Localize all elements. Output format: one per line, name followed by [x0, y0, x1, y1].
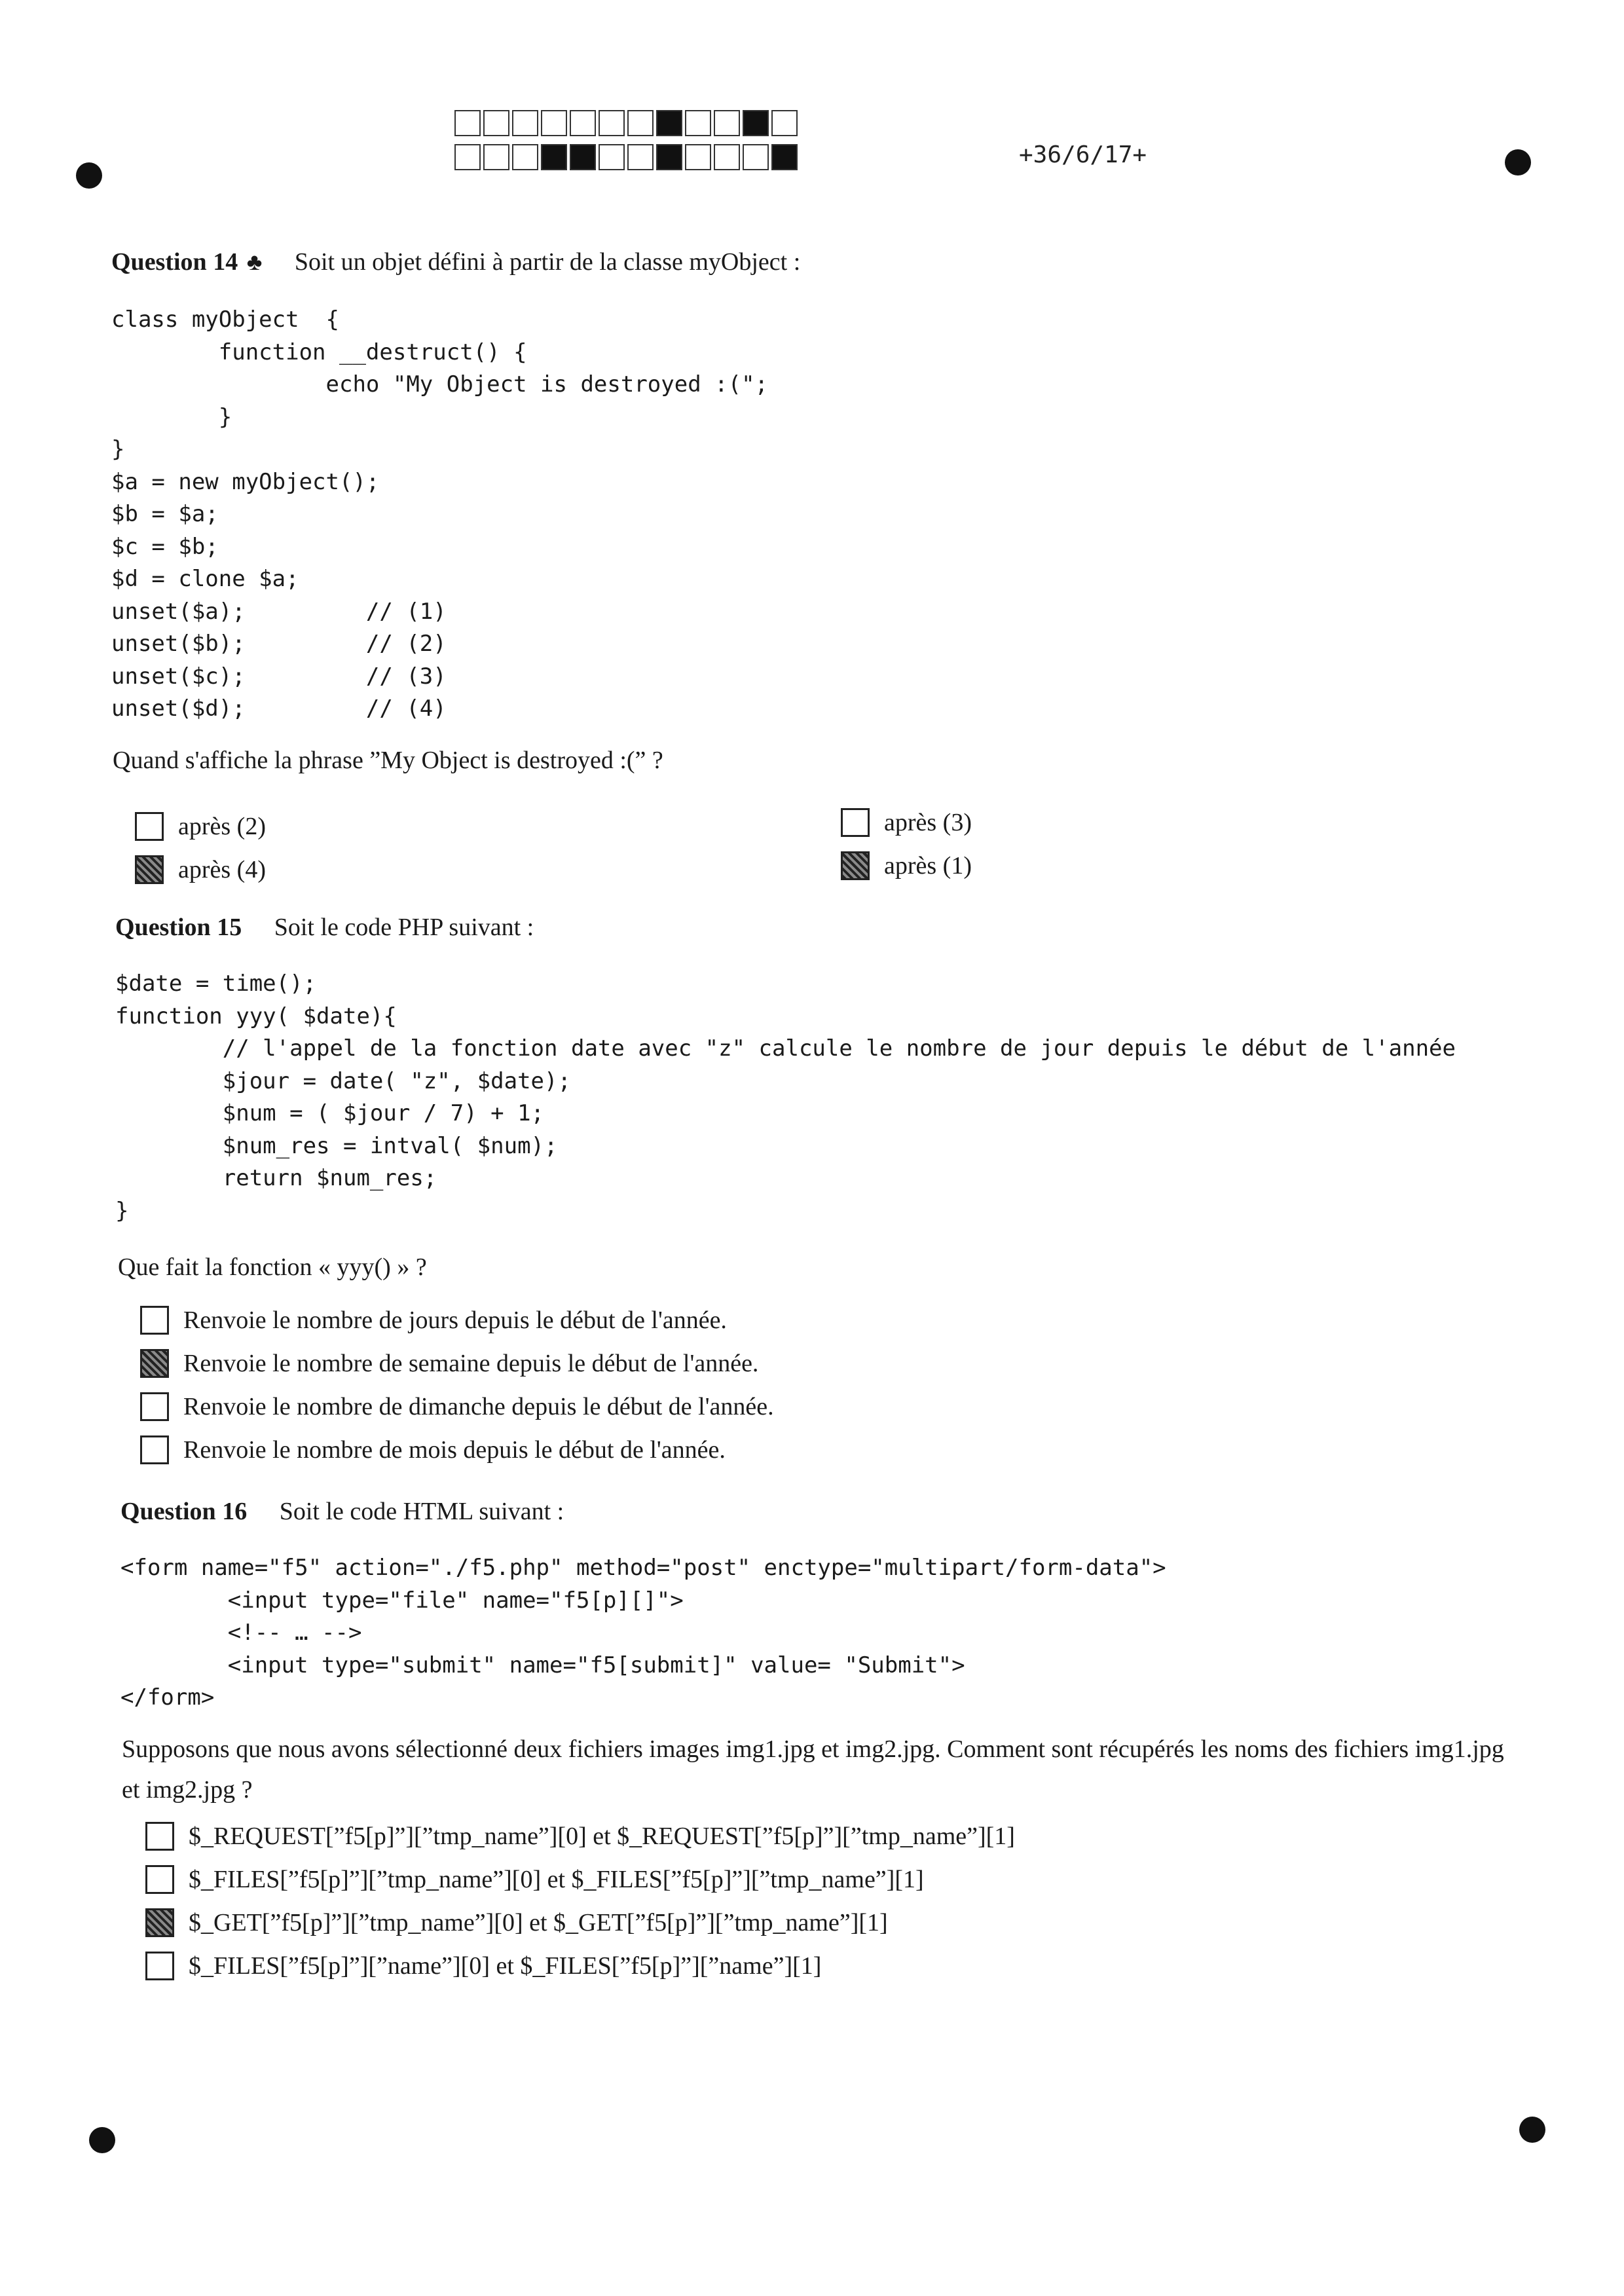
question-intro: Soit le code PHP suivant :: [274, 914, 534, 941]
option-label: après (4): [178, 856, 266, 883]
barcode-cell-empty: [454, 144, 481, 170]
option-label: $_FILES[”f5[p]”][”tmp_name”][0] et $_FILES[”f5[p]”][”tmp_name”][1]: [189, 1866, 924, 1893]
checkbox[interactable]: [140, 1392, 169, 1421]
checkbox[interactable]: [140, 1306, 169, 1335]
club-icon: ♣: [246, 249, 263, 275]
barcode-cell-empty: [512, 144, 538, 170]
q14-option[interactable]: [135, 855, 266, 884]
checked-checkbox[interactable]: [135, 855, 164, 884]
barcode-cell-empty: [685, 144, 711, 170]
question-15-header: [115, 913, 534, 942]
option-label: après (3): [884, 809, 972, 836]
q16-option[interactable]: [145, 1952, 821, 1980]
barcode-cell-empty: [570, 110, 596, 136]
question-14-prompt: Quand s'affiche la phrase ”My Object is destroyed :(” ?: [113, 747, 663, 774]
option-label: $_REQUEST[”f5[p]”][”tmp_name”][0] et $_REQUEST[”f5[p]”][”tmp_name”][1]: [189, 1823, 1015, 1850]
checkbox[interactable]: [145, 1952, 174, 1980]
question-16-prompt: Supposons que nous avons sélectionné deux fichiers images img1.jpg et img2.jpg. Comment sont récupérés les noms des fichiers img1.jpg et img2.jpg ?: [122, 1735, 1504, 1804]
q16-option[interactable]: [145, 1908, 888, 1937]
checkbox[interactable]: [145, 1822, 174, 1851]
checked-checkbox[interactable]: [841, 851, 870, 880]
option-label: après (1): [884, 852, 972, 880]
question-14-code: class myObject { function __destruct() { echo "My Object is destroyed :("; } } $a = new myObject(); $b = $a; $c = $b; $d = clone $a; unset($a); // (1) unset($b); // (2) unset($c); // (3) unset($d); // (4): [111, 306, 769, 722]
barcode-cell-empty: [454, 110, 481, 136]
barcode-cell-empty: [714, 144, 740, 170]
question-number: Question 16: [120, 1498, 248, 1525]
question-intro: Soit un objet défini à partir de la classe myObject :: [294, 248, 801, 276]
barcode-row: [454, 110, 800, 138]
q16-option[interactable]: [145, 1865, 924, 1894]
barcode-cell-empty: [743, 144, 769, 170]
barcode-cell-empty: [627, 110, 654, 136]
q15-option[interactable]: [140, 1306, 727, 1335]
barcode-cell-filled: [570, 144, 596, 170]
barcode-cell-empty: [627, 144, 654, 170]
option-label: après (2): [178, 813, 266, 840]
option-label: $_FILES[”f5[p]”][”name”][0] et $_FILES[”f5[p]”][”name”][1]: [189, 1952, 822, 1980]
question-number: Question 15: [115, 914, 242, 941]
question-15-code: $date = time(); function yyy( $date){ // l'appel de la fonction date avec "z" calcule le nombre de jour depuis le début de l'année $jour = date( "z", $date); $num = ( $jour / 7) + 1; $num_res = intval( $num); return $num_res; }: [115, 971, 1456, 1224]
option-label: Renvoie le nombre de semaine depuis le début de l'année.: [183, 1350, 759, 1377]
checkbox[interactable]: [140, 1435, 169, 1464]
checked-checkbox[interactable]: [145, 1908, 174, 1937]
checked-checkbox[interactable]: [140, 1349, 169, 1378]
question-16-code: <form name="f5" action="./f5.php" method="post" enctype="multipart/form-data"> <input type="file" name="f5[p][]"> <!-- … --> <input type="submit" name="f5[submit]" value= "Submit"> </form>: [120, 1555, 1166, 1711]
barcode-cell-empty: [771, 110, 798, 136]
q14-option[interactable]: [841, 808, 972, 837]
barcode-cell-empty: [483, 110, 509, 136]
checkbox[interactable]: [841, 808, 870, 837]
barcode-cell-filled: [656, 110, 682, 136]
checkbox[interactable]: [145, 1865, 174, 1894]
barcode-cell-empty: [599, 110, 625, 136]
barcode-cell-filled: [656, 144, 682, 170]
barcode-row: [454, 144, 800, 172]
option-label: Renvoie le nombre de mois depuis le début de l'année.: [183, 1436, 726, 1464]
question-14-header: [111, 248, 800, 276]
registration-mark-top-left: [76, 162, 102, 189]
sheet-code: +36/6/17+: [1019, 141, 1147, 168]
q14-option[interactable]: [841, 851, 972, 880]
option-label: Renvoie le nombre de jours depuis le début de l'année.: [183, 1306, 727, 1334]
checkbox[interactable]: [135, 812, 164, 841]
q16-option[interactable]: [145, 1822, 1015, 1851]
q15-option[interactable]: [140, 1435, 726, 1464]
question-15-prompt: Que fait la fonction « yyy() » ?: [118, 1253, 427, 1281]
barcode-cell-empty: [512, 110, 538, 136]
question-16-header: [120, 1497, 564, 1526]
registration-mark-top-right: [1505, 149, 1531, 176]
barcode-cell-empty: [541, 110, 567, 136]
q15-option[interactable]: [140, 1392, 774, 1421]
q15-option[interactable]: [140, 1349, 758, 1378]
sheet-barcode: [454, 110, 800, 178]
question-number: Question 14: [111, 248, 238, 276]
registration-mark-bottom-left: [89, 2127, 115, 2153]
barcode-cell-empty: [714, 110, 740, 136]
registration-mark-bottom-right: [1519, 2117, 1545, 2143]
q14-option[interactable]: [135, 812, 266, 841]
barcode-cell-filled: [743, 110, 769, 136]
barcode-cell-empty: [685, 110, 711, 136]
barcode-cell-filled: [541, 144, 567, 170]
option-label: Renvoie le nombre de dimanche depuis le début de l'année.: [183, 1393, 774, 1420]
question-intro: Soit le code HTML suivant :: [279, 1498, 564, 1525]
barcode-cell-filled: [771, 144, 798, 170]
option-label: $_GET[”f5[p]”][”tmp_name”][0] et $_GET[”f5[p]”][”tmp_name”][1]: [189, 1909, 888, 1936]
barcode-cell-empty: [599, 144, 625, 170]
barcode-cell-empty: [483, 144, 509, 170]
